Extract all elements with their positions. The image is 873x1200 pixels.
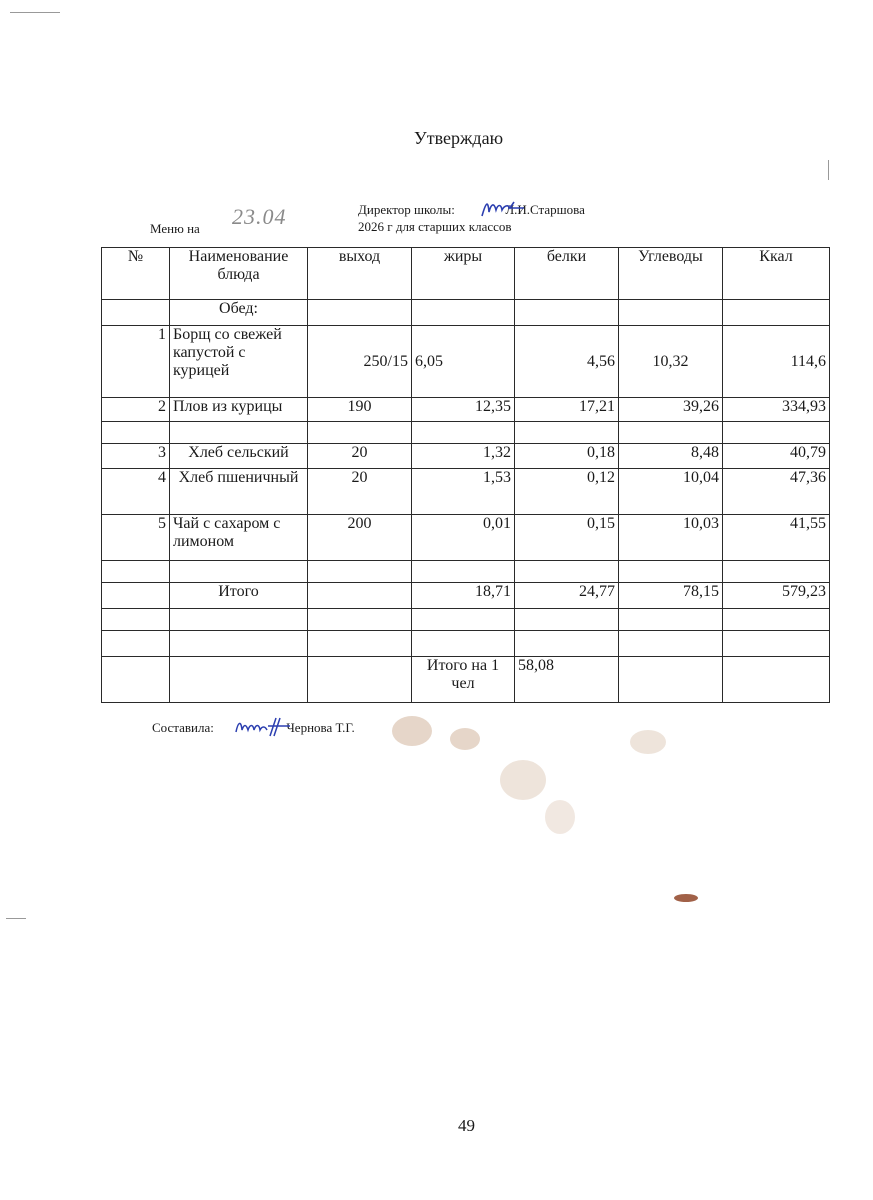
total-label: Итого bbox=[170, 583, 308, 609]
empty-row bbox=[102, 609, 830, 631]
table-row bbox=[102, 444, 830, 469]
header-cell-out: выход bbox=[308, 248, 412, 300]
row-name: Плов из курицы bbox=[170, 398, 308, 422]
stain-mark bbox=[392, 716, 432, 746]
header-cell-kcal: Ккал bbox=[723, 248, 830, 300]
table-header-row bbox=[102, 248, 830, 300]
composer-label: Составила: bbox=[152, 720, 214, 735]
table-row bbox=[102, 398, 830, 422]
header-cell-fat: жиры bbox=[412, 248, 515, 300]
header-cell-carbs: Углеводы bbox=[619, 248, 723, 300]
row-fat: 0,01 bbox=[412, 515, 515, 561]
row-carbs: 10,32 bbox=[619, 326, 723, 398]
composer-signature bbox=[232, 714, 294, 745]
row-carbs: 39,26 bbox=[619, 398, 723, 422]
empty-row bbox=[102, 561, 830, 583]
menu-date-label: Меню на bbox=[150, 221, 200, 236]
row-protein: 4,56 bbox=[515, 326, 619, 398]
menu-table bbox=[101, 247, 830, 703]
header-cell-protein: белки bbox=[515, 248, 619, 300]
table-row bbox=[102, 515, 830, 561]
header-cell-no: № bbox=[102, 248, 170, 300]
total-protein: 24,77 bbox=[515, 583, 619, 609]
approval-heading: Утверждаю bbox=[414, 128, 504, 148]
row-protein: 17,21 bbox=[515, 398, 619, 422]
row-fat: 1,53 bbox=[412, 469, 515, 515]
per-person-label: Итого на 1 чел bbox=[412, 657, 515, 703]
scan-mark bbox=[6, 918, 26, 919]
page-number: 49 bbox=[458, 1116, 475, 1135]
row-name: Хлеб пшеничный bbox=[170, 469, 308, 515]
scan-mark bbox=[828, 160, 829, 180]
row-kcal: 47,36 bbox=[723, 469, 830, 515]
per-person-row bbox=[102, 657, 830, 703]
row-name: Хлеб сельский bbox=[170, 444, 308, 469]
row-carbs: 10,04 bbox=[619, 469, 723, 515]
row-kcal: 334,93 bbox=[723, 398, 830, 422]
empty-row bbox=[102, 631, 830, 657]
total-fat: 18,71 bbox=[412, 583, 515, 609]
section-row bbox=[102, 300, 830, 326]
row-name: Борщ со свежей капустой с курицей bbox=[170, 326, 308, 398]
scan-mark bbox=[10, 12, 60, 13]
stain-mark bbox=[545, 800, 575, 834]
row-no: 4 bbox=[102, 469, 170, 515]
row-fat: 12,35 bbox=[412, 398, 515, 422]
row-protein: 0,12 bbox=[515, 469, 619, 515]
composer-name: Чернова Т.Г. bbox=[286, 720, 355, 735]
table-row bbox=[102, 326, 830, 398]
row-no: 3 bbox=[102, 444, 170, 469]
stain-mark bbox=[630, 730, 666, 754]
row-no: 5 bbox=[102, 515, 170, 561]
stain-mark bbox=[450, 728, 480, 750]
row-fat: 6,05 bbox=[412, 326, 515, 398]
header-cell-name: Наименование блюда bbox=[170, 248, 308, 300]
row-out: 200 bbox=[308, 515, 412, 561]
total-row bbox=[102, 583, 830, 609]
section-label: Обед: bbox=[170, 300, 308, 326]
row-out: 250/15 bbox=[308, 326, 412, 398]
row-carbs: 10,03 bbox=[619, 515, 723, 561]
row-out: 20 bbox=[308, 469, 412, 515]
director-line bbox=[358, 202, 585, 218]
row-protein: 0,15 bbox=[515, 515, 619, 561]
director-name: Л.И.Старшова bbox=[505, 202, 585, 217]
row-carbs: 8,48 bbox=[619, 444, 723, 469]
row-no: 1 bbox=[102, 326, 170, 398]
total-carbs: 78,15 bbox=[619, 583, 723, 609]
menu-date-handwritten: 23.04 bbox=[232, 204, 287, 229]
row-no: 2 bbox=[102, 398, 170, 422]
stain-mark bbox=[674, 894, 698, 902]
row-kcal: 114,6 bbox=[723, 326, 830, 398]
row-out: 190 bbox=[308, 398, 412, 422]
row-name: Чай с сахаром с лимоном bbox=[170, 515, 308, 561]
total-kcal: 579,23 bbox=[723, 583, 830, 609]
row-kcal: 41,55 bbox=[723, 515, 830, 561]
per-person-value: 58,08 bbox=[515, 657, 619, 703]
stain-mark bbox=[500, 760, 546, 800]
row-protein: 0,18 bbox=[515, 444, 619, 469]
table-row bbox=[102, 469, 830, 515]
empty-row bbox=[102, 422, 830, 444]
row-kcal: 40,79 bbox=[723, 444, 830, 469]
row-fat: 1,32 bbox=[412, 444, 515, 469]
classes-line: 2026 г для старших классов bbox=[358, 219, 512, 234]
director-label: Директор школы: bbox=[358, 202, 455, 217]
row-out: 20 bbox=[308, 444, 412, 469]
